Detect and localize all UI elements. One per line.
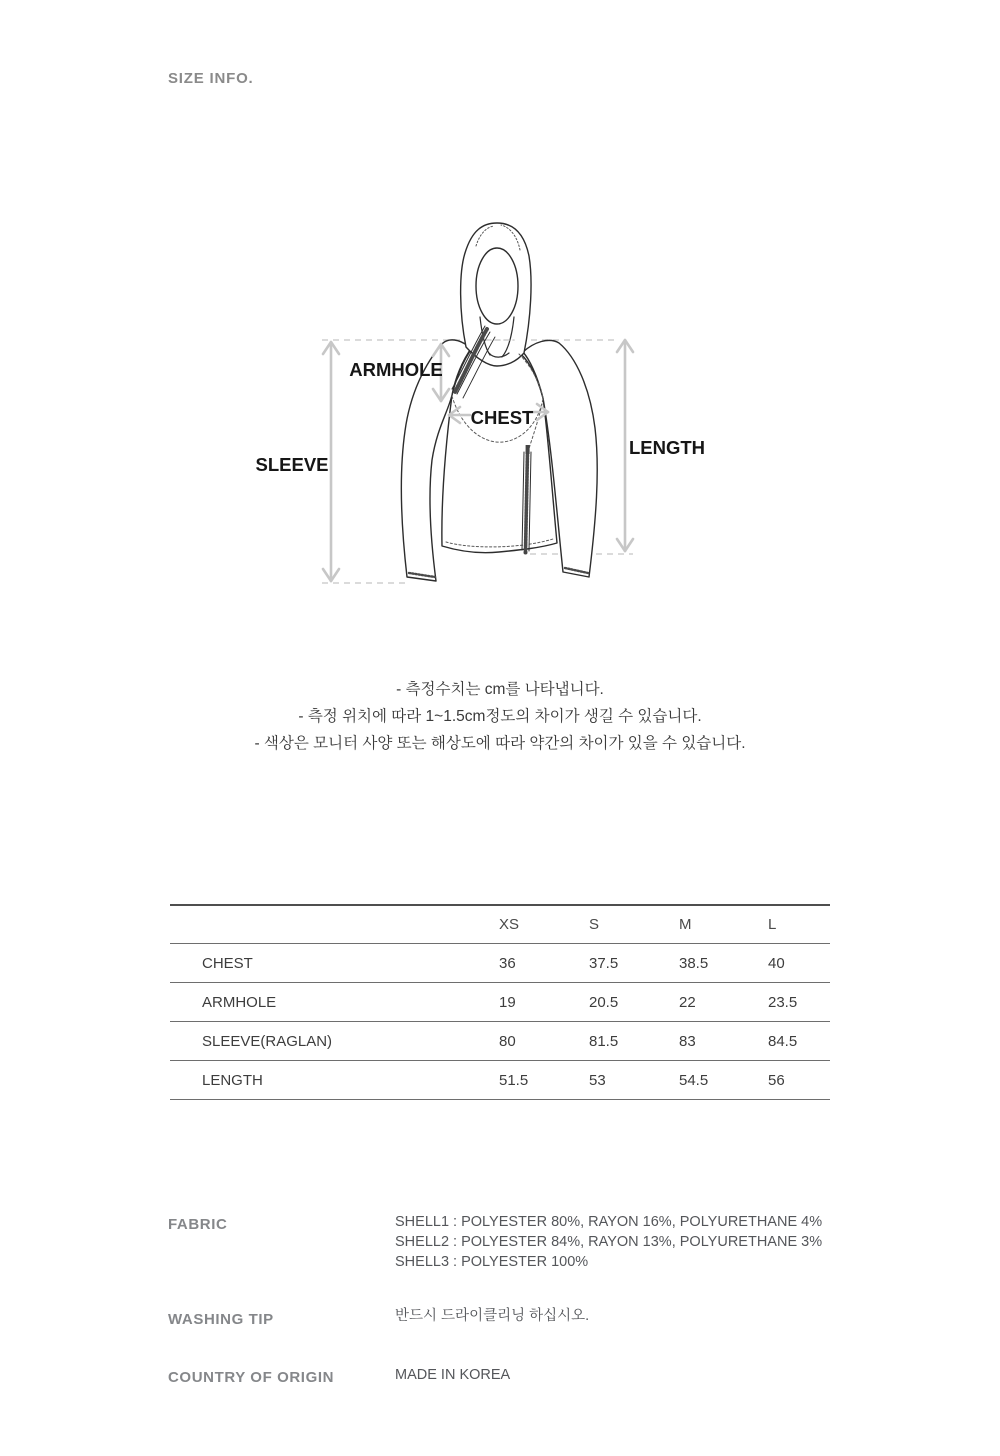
fabric-label: FABRIC: [168, 1216, 228, 1233]
table-cell: 37.5: [589, 954, 619, 972]
table-cell: 83: [679, 1032, 696, 1050]
table-row: [170, 983, 830, 1022]
washing-tip-value: 반드시 드라이클리닝 하십시오.: [395, 1308, 590, 1324]
chest-label: CHEST: [470, 407, 534, 428]
table-cell: 53: [589, 1071, 606, 1089]
table-cell: 40: [768, 954, 785, 972]
note-line: - 측정수치는 cm를 나타냅니다.: [396, 681, 604, 698]
zipper-pull: [526, 445, 530, 454]
origin-label: COUNTRY OF ORIGIN: [168, 1369, 335, 1386]
garment-outline: [401, 223, 597, 581]
row-label: SLEEVE(RAGLAN): [202, 1032, 333, 1050]
table-cell: 20.5: [589, 993, 619, 1011]
column-header: S: [589, 916, 600, 933]
table-cell: 38.5: [679, 954, 709, 972]
row-label: ARMHOLE: [202, 993, 277, 1011]
column-header: XS: [499, 916, 520, 933]
table-cell: 54.5: [679, 1071, 709, 1089]
measurement-notes: [0, 676, 1000, 757]
row-label: LENGTH: [202, 1071, 263, 1089]
sleeve-label: SLEEVE: [255, 454, 329, 475]
zipper-stop: [524, 551, 528, 555]
table-row: [170, 944, 830, 983]
fabric-line: SHELL1 : POLYESTER 80%, RAYON 16%, POLYURETHANE 4%: [395, 1214, 823, 1230]
table-cell: 81.5: [589, 1032, 619, 1050]
length-label: LENGTH: [628, 437, 706, 458]
note-line: - 색상은 모니터 사양 또는 해상도에 따라 약간의 차이가 있을 수 있습니다.: [254, 735, 746, 752]
table-cell: 84.5: [768, 1032, 798, 1050]
table-cell: 22: [679, 993, 696, 1011]
fabric-line: SHELL2 : POLYESTER 84%, RAYON 13%, POLYURETHANE 3%: [395, 1234, 823, 1250]
fabric-value: [395, 1212, 822, 1272]
fabric-line: SHELL3 : POLYESTER 100%: [395, 1254, 589, 1270]
column-header: M: [679, 916, 692, 933]
hood-face-opening: [476, 248, 518, 324]
origin-value: MADE IN KOREA: [395, 1367, 511, 1383]
table-cell: 80: [499, 1032, 516, 1050]
page-title: SIZE INFO.: [168, 70, 254, 87]
column-header: L: [768, 916, 777, 933]
table-cell: 23.5: [768, 993, 798, 1011]
table-cell: 56: [768, 1071, 785, 1089]
armhole-label: ARMHOLE: [349, 359, 443, 380]
washing-tip-label: WASHING TIP: [168, 1311, 274, 1328]
table-row: [170, 1061, 830, 1100]
table-cell: 51.5: [499, 1071, 529, 1089]
table-cell: 36: [499, 954, 516, 972]
table-row: [170, 1022, 830, 1061]
row-label: CHEST: [202, 954, 253, 972]
size-table: [170, 904, 830, 1100]
note-line: - 측정 위치에 따라 1~1.5cm정도의 차이가 생길 수 있습니다.: [298, 708, 702, 725]
table-cell: 19: [499, 993, 516, 1011]
garment-diagram: [250, 200, 720, 600]
size-table-header-row: [170, 906, 830, 944]
